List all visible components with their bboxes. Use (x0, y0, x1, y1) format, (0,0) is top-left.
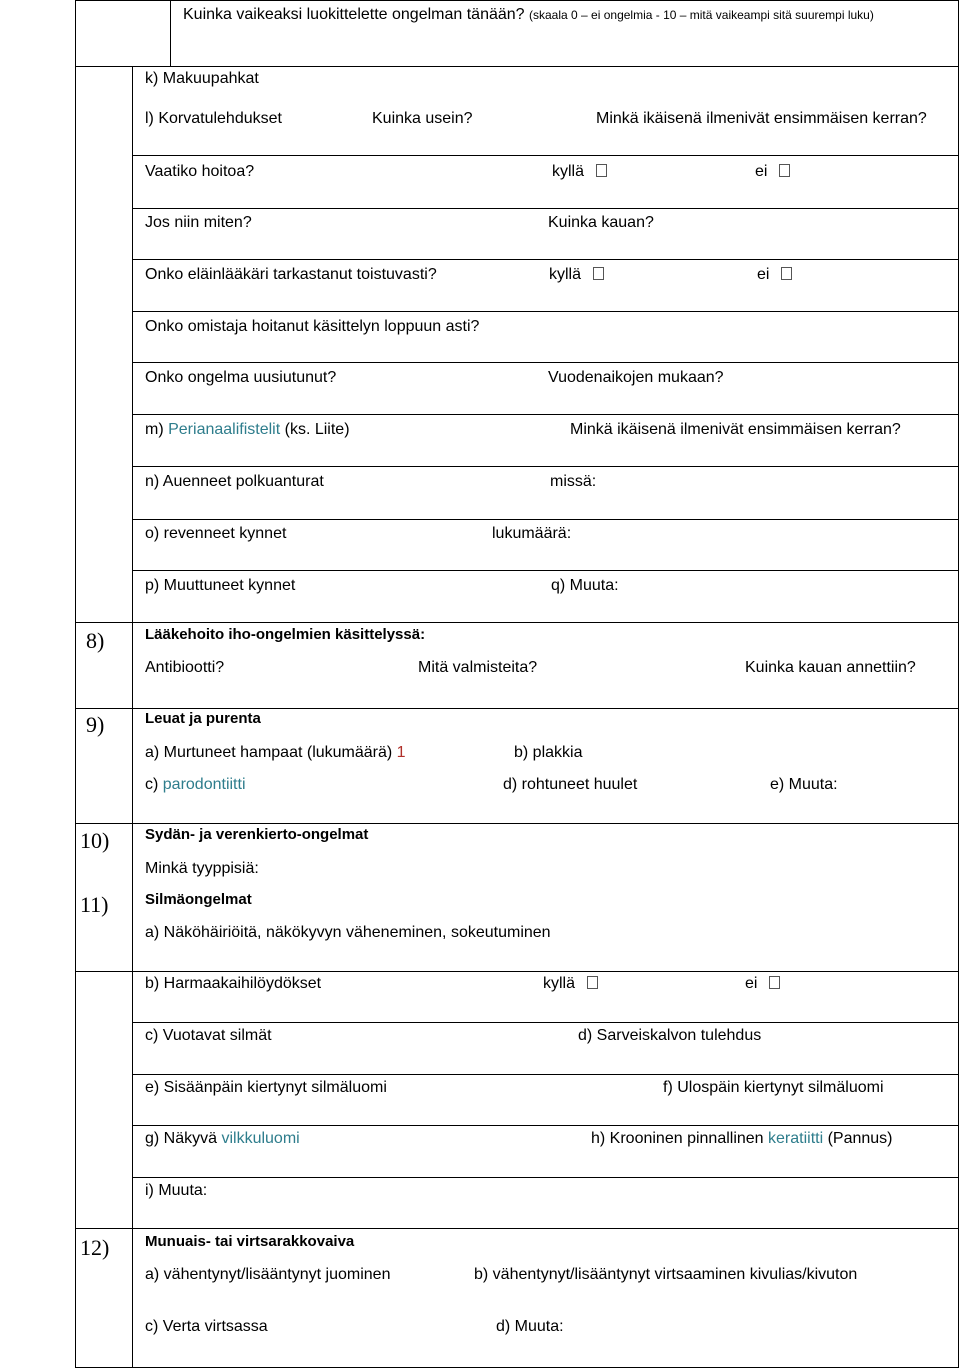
row-line (132, 1125, 959, 1126)
section-8-title: Lääkehoito iho-ongelmien käsittelyssä: (145, 626, 426, 643)
plaque: b) plakkia (514, 744, 583, 761)
no-label: ei (745, 975, 758, 992)
row-line (132, 362, 959, 363)
m-suffix: (ks. Liite) (280, 421, 350, 438)
border-top (75, 0, 959, 1)
s11-other: i) Muuta: (145, 1182, 208, 1199)
yes-label: kyllä (552, 163, 585, 180)
section-9-number: 9) (86, 712, 105, 737)
no-checkbox[interactable] (779, 164, 790, 177)
section-10-number: 10) (80, 828, 110, 853)
which-products: Mitä valmisteita? (418, 659, 538, 676)
s9-other: e) Muuta: (770, 776, 838, 793)
row-line (132, 466, 959, 467)
owner-question: Onko omistaja hoitanut käsittelyn loppuun asti? (145, 318, 480, 335)
vet-no[interactable] (757, 267, 792, 283)
periodontitis-prefix: c) (145, 776, 163, 793)
section-8-number: 8) (86, 628, 105, 653)
n-where: missä: (550, 473, 597, 490)
broken-teeth-label: a) Murtuneet hampaat (lukumäärä) (145, 744, 397, 761)
p-label: p) Muuttuneet kynnet (145, 577, 296, 594)
yes-checkbox[interactable] (593, 267, 604, 280)
perianal-fistula-link[interactable]: Perianaalifistelit (168, 421, 281, 438)
pannus-suffix: (Pannus) (823, 1130, 893, 1147)
border-left-inner (132, 66, 133, 1368)
severity-question: Kuinka vaikeaksi luokittelette ongelman tänään? (183, 6, 525, 23)
cataract-yes[interactable] (543, 976, 598, 992)
border-right (958, 0, 959, 1368)
no-checkbox[interactable] (769, 976, 780, 989)
m-label (145, 422, 350, 438)
urination-change: b) vähentynyt/lisääntynyt virtsaaminen kivulias/kivuton (474, 1266, 858, 1283)
chapped-lips: d) rohtuneet huulet (503, 776, 638, 793)
how-duration: Kuinka kauan? (548, 214, 654, 231)
cataract-no[interactable] (745, 976, 780, 992)
drinking-change: a) vähentynyt/lisääntynyt juominen (145, 1266, 391, 1283)
how-question: Jos niin miten? (145, 214, 252, 231)
k-label: k) Makuupahkat (145, 70, 259, 87)
border-left-outer (75, 0, 76, 1368)
l-label: l) Korvatulehdukset (145, 110, 282, 127)
row-line (132, 155, 959, 156)
no-label: ei (757, 266, 770, 283)
broken-teeth-value: 1 (396, 744, 406, 761)
periodontitis-link[interactable]: parodontiitti (162, 776, 246, 793)
section-11-title: Silmäongelmat (145, 891, 252, 908)
section-11-number: 11) (80, 892, 109, 917)
row-line (132, 1074, 959, 1075)
yes-checkbox[interactable] (587, 976, 598, 989)
row-line (132, 519, 959, 520)
s12-other: d) Muuta: (496, 1318, 564, 1335)
vet-yes[interactable] (549, 267, 604, 283)
l-age: Minkä ikäisenä ilmenivät ensimmäisen kerran? (596, 110, 927, 127)
blood-in-urine: c) Verta virtsassa (145, 1318, 268, 1335)
recur-season: Vuodenaikojen mukaan? (548, 369, 724, 386)
row-line (132, 1022, 959, 1023)
q-other: q) Muuta: (551, 577, 619, 594)
ectropion: f) Ulospäin kiertynyt silmäluomi (663, 1079, 884, 1096)
watery-eyes: c) Vuotavat silmät (145, 1027, 272, 1044)
section-12-number: 12) (80, 1235, 110, 1260)
third-eyelid-link[interactable]: vilkkuluomi (221, 1130, 300, 1147)
section-12-title: Munuais- tai virtsarakkovaiva (145, 1233, 355, 1250)
row-line (75, 823, 959, 824)
how-long-given: Kuinka kauan annettiin? (745, 659, 916, 676)
broken-teeth (145, 745, 406, 761)
treatment-yes[interactable] (552, 164, 607, 180)
row-line (75, 708, 959, 709)
section-10-title: Sydän- ja verenkierto-ongelmat (145, 826, 369, 843)
no-label: ei (755, 163, 768, 180)
header-question (183, 7, 874, 23)
o-label: o) revenneet kynnet (145, 525, 287, 542)
heart-types: Minkä tyyppisiä: (145, 860, 259, 877)
row-line (132, 414, 959, 415)
m-prefix: m) (145, 421, 169, 438)
severity-scale: (skaala 0 – ei ongelmia - 10 – mitä vaikeampi sitä suurempi luku) (529, 8, 874, 22)
row-line (132, 208, 959, 209)
o-count: lukumäärä: (492, 525, 572, 542)
pannus-prefix: h) Krooninen pinnallinen (591, 1130, 769, 1147)
vision-problems: a) Näköhäiriöitä, näkökyvyn väheneminen, sokeutuminen (145, 924, 551, 941)
row-line (132, 259, 959, 260)
third-eyelid-prefix: g) Näkyvä (145, 1130, 222, 1147)
no-checkbox[interactable] (781, 267, 792, 280)
row-line (75, 971, 959, 972)
antibiotic-question: Antibiootti? (145, 659, 225, 676)
l-how-often: Kuinka usein? (372, 110, 473, 127)
n-label: n) Auenneet polkuanturat (145, 473, 324, 490)
row-line (132, 311, 959, 312)
yes-checkbox[interactable] (596, 164, 607, 177)
entropion: e) Sisäänpäin kiertynyt silmäluomi (145, 1079, 387, 1096)
section-9-title: Leuat ja purenta (145, 710, 261, 727)
treatment-question: Vaatiko hoitoa? (145, 163, 255, 180)
border-left-header (170, 0, 171, 66)
treatment-no[interactable] (755, 164, 790, 180)
cataract-findings: b) Harmaakaihilöydökset (145, 975, 322, 992)
m-age: Minkä ikäisenä ilmenivät ensimmäisen kerran? (570, 421, 901, 438)
pannus (591, 1131, 893, 1147)
vet-question: Onko eläinlääkäri tarkastanut toistuvasti? (145, 266, 437, 283)
row-line (75, 66, 959, 67)
border-bottom (75, 1367, 959, 1368)
periodontitis (145, 777, 246, 793)
row-line (75, 1228, 959, 1229)
row-line (132, 570, 959, 571)
recur-question: Onko ongelma uusiutunut? (145, 369, 337, 386)
row-line (75, 622, 959, 623)
row-line (132, 1177, 959, 1178)
yes-label: kyllä (543, 975, 576, 992)
third-eyelid (145, 1131, 300, 1147)
keratitis-link[interactable]: keratiitti (768, 1130, 824, 1147)
yes-label: kyllä (549, 266, 582, 283)
keratitis-cornea: d) Sarveiskalvon tulehdus (578, 1027, 762, 1044)
